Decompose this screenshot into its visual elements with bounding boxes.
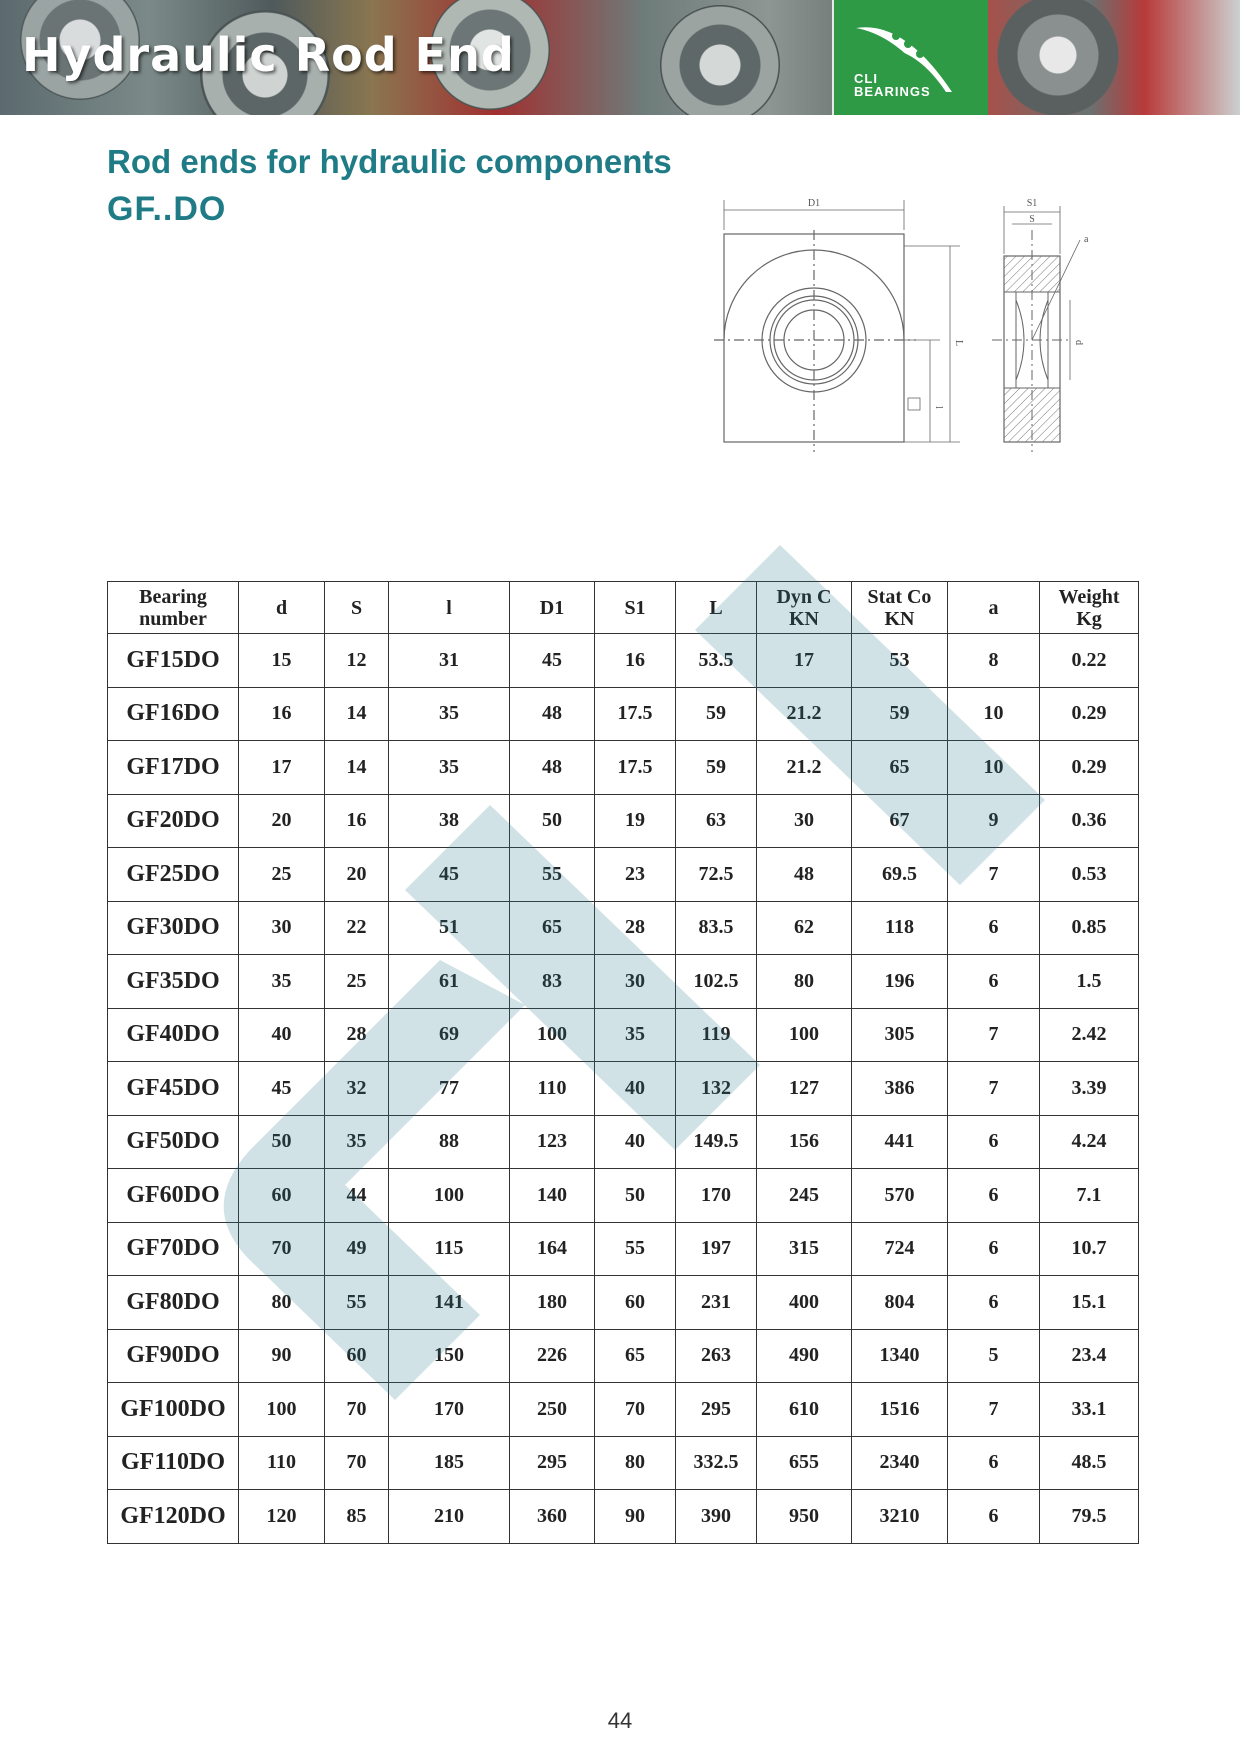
side-view [992,206,1080,452]
table-cell: 19 [595,794,676,848]
table-cell: 23.4 [1040,1329,1139,1383]
column-header-line: D1 [539,596,565,619]
column-header-line: Stat Co [867,585,932,608]
column-header-line: S1 [624,596,646,619]
table-row [108,1490,1139,1544]
label-d: d [1073,340,1084,345]
bearing-number-cell: GF15DO [108,634,239,688]
table-row [108,1276,1139,1330]
table-row [108,794,1139,848]
table-cell: 295 [676,1383,757,1437]
table-cell: 119 [676,1008,757,1062]
table-cell: 48 [757,848,852,902]
table-cell: 210 [389,1490,510,1544]
column-header-line: d [275,596,288,619]
table-cell: 4.24 [1040,1115,1139,1169]
table-cell: 315 [757,1222,852,1276]
column-header [389,582,510,634]
column-header-line: a [988,596,999,619]
table-cell: 17.5 [595,687,676,741]
table-cell: 40 [595,1115,676,1169]
table-cell: 0.29 [1040,687,1139,741]
table-row [108,1115,1139,1169]
table-cell: 196 [852,955,948,1009]
table-cell: 70 [239,1222,325,1276]
table-cell: 48.5 [1040,1436,1139,1490]
table-cell: 59 [676,687,757,741]
table-row [108,1436,1139,1490]
banner-bearing-photo [988,0,1240,115]
table-cell: 14 [325,741,389,795]
label-L: L [953,340,964,347]
table-cell: 6 [948,1115,1040,1169]
table-cell: 360 [510,1490,595,1544]
table-cell: 22 [325,901,389,955]
table-cell: 149.5 [676,1115,757,1169]
table-cell: 102.5 [676,955,757,1009]
column-header-line: S [350,596,363,619]
table-cell: 141 [389,1276,510,1330]
table-cell: 30 [239,901,325,955]
column-header [676,582,757,634]
table-cell: 6 [948,955,1040,1009]
bearing-number-cell: GF25DO [108,848,239,902]
table-cell: 123 [510,1115,595,1169]
table-cell: 50 [595,1169,676,1223]
table-cell: 72.5 [676,848,757,902]
table-cell: 490 [757,1329,852,1383]
table-row [108,901,1139,955]
table-cell: 6 [948,901,1040,955]
table-row [108,1169,1139,1223]
table-cell: 20 [239,794,325,848]
label-a: a [1084,234,1089,245]
table-cell: 61 [389,955,510,1009]
table-cell: 17 [757,634,852,688]
table-cell: 45 [510,634,595,688]
table-cell: 25 [325,955,389,1009]
table-cell: 250 [510,1383,595,1437]
table-cell: 77 [389,1062,510,1116]
table-cell: 1340 [852,1329,948,1383]
table-cell: 21.2 [757,687,852,741]
table-cell: 10 [948,741,1040,795]
table-cell: 10 [948,687,1040,741]
table-cell: 80 [757,955,852,1009]
table-row [108,848,1139,902]
bearing-number-cell: GF50DO [108,1115,239,1169]
table-cell: 35 [595,1008,676,1062]
table-cell: 90 [595,1490,676,1544]
table-cell: 28 [595,901,676,955]
table-cell: 6 [948,1490,1040,1544]
table-cell: 69.5 [852,848,948,902]
column-header-line: Dyn C [776,585,832,608]
table-cell: 0.85 [1040,901,1139,955]
table-cell: 170 [389,1383,510,1437]
header-banner [0,0,1240,115]
table-cell: 226 [510,1329,595,1383]
table-cell: 45 [389,848,510,902]
table-cell: 170 [676,1169,757,1223]
table-cell: 70 [325,1436,389,1490]
table-header-row [108,582,1139,634]
table-cell: 231 [676,1276,757,1330]
table-cell: 295 [510,1436,595,1490]
table-cell: 9 [948,794,1040,848]
table-cell: 8 [948,634,1040,688]
table-cell: 53 [852,634,948,688]
table-cell: 90 [239,1329,325,1383]
table-cell: 100 [757,1008,852,1062]
logo-text [854,72,931,98]
table-cell: 110 [510,1062,595,1116]
column-header [1040,582,1139,634]
label-l: l [933,406,944,409]
table-cell: 51 [389,901,510,955]
table-cell: 0.36 [1040,794,1139,848]
table-cell: 610 [757,1383,852,1437]
bearing-number-cell: GF40DO [108,1008,239,1062]
table-cell: 70 [595,1383,676,1437]
table-cell: 60 [325,1329,389,1383]
table-cell: 63 [676,794,757,848]
table-cell: 127 [757,1062,852,1116]
logo-line1: CLI [854,71,878,86]
table-cell: 16 [595,634,676,688]
table-cell: 35 [239,955,325,1009]
table-cell: 45 [239,1062,325,1116]
table-cell: 0.22 [1040,634,1139,688]
table-cell: 70 [325,1383,389,1437]
table-cell: 115 [389,1222,510,1276]
table-cell: 83 [510,955,595,1009]
table-cell: 33.1 [1040,1383,1139,1437]
table-row [108,1222,1139,1276]
table-cell: 7 [948,1008,1040,1062]
table-cell: 28 [325,1008,389,1062]
table-row [108,1008,1139,1062]
logo-line2: BEARINGS [854,84,931,99]
bearing-number-cell: GF100DO [108,1383,239,1437]
bearing-number-cell: GF30DO [108,901,239,955]
table-cell: 6 [948,1436,1040,1490]
table-cell: 804 [852,1276,948,1330]
table-row [108,1383,1139,1437]
column-header-line: KN [884,607,915,630]
table-cell: 55 [325,1276,389,1330]
table-cell: 197 [676,1222,757,1276]
table-cell: 65 [510,901,595,955]
table-cell: 1.5 [1040,955,1139,1009]
table-cell: 83.5 [676,901,757,955]
model-designation: GF..DO [107,190,227,228]
table-cell: 48 [510,687,595,741]
table-cell: 3210 [852,1490,948,1544]
table-cell: 390 [676,1490,757,1544]
table-cell: 16 [239,687,325,741]
table-cell: 263 [676,1329,757,1383]
column-header-line: KN [789,607,819,630]
table-cell: 20 [325,848,389,902]
table-cell: 386 [852,1062,948,1116]
table-cell: 2340 [852,1436,948,1490]
table-cell: 180 [510,1276,595,1330]
table-cell: 3.39 [1040,1062,1139,1116]
column-header-line: Kg [1076,607,1102,630]
page-number: 44 [607,1708,633,1733]
table-cell: 100 [239,1383,325,1437]
column-header-line: number [139,607,207,630]
table-cell: 65 [852,741,948,795]
table-cell: 7.1 [1040,1169,1139,1223]
table-cell: 23 [595,848,676,902]
bearing-number-cell: GF120DO [108,1490,239,1544]
column-header [108,582,239,634]
column-header [325,582,389,634]
table-cell: 35 [325,1115,389,1169]
table-cell: 1516 [852,1383,948,1437]
bearing-image [660,5,780,115]
column-header [757,582,852,634]
table-cell: 25 [239,848,325,902]
table-cell: 44 [325,1169,389,1223]
column-header-line: Bearing [139,585,207,608]
table-row [108,1062,1139,1116]
bearing-number-cell: GF80DO [108,1276,239,1330]
table-cell: 132 [676,1062,757,1116]
table-row [108,741,1139,795]
table-cell: 17 [239,741,325,795]
bearing-number-cell: GF35DO [108,955,239,1009]
table-cell: 30 [595,955,676,1009]
table-cell: 67 [852,794,948,848]
table-cell: 100 [510,1008,595,1062]
table-cell: 15.1 [1040,1276,1139,1330]
table-cell: 100 [389,1169,510,1223]
table-cell: 32 [325,1062,389,1116]
table-cell: 31 [389,634,510,688]
specification-table-wrap [107,581,1139,1544]
table-cell: 441 [852,1115,948,1169]
bearing-number-cell: GF110DO [108,1436,239,1490]
section-subtitle: Rod ends for hydraulic components [107,143,672,180]
table-cell: 85 [325,1490,389,1544]
table-cell: 7 [948,1062,1040,1116]
table-cell: 12 [325,634,389,688]
table-cell: 79.5 [1040,1490,1139,1544]
table-cell: 15 [239,634,325,688]
bearing-number-cell: GF45DO [108,1062,239,1116]
table-cell: 48 [510,741,595,795]
table-cell: 38 [389,794,510,848]
table-cell: 80 [595,1436,676,1490]
column-header-line: Weight [1058,585,1120,608]
table-cell: 60 [595,1276,676,1330]
column-header [239,582,325,634]
front-view [714,200,960,452]
specification-table [107,581,1139,1544]
table-cell: 21.2 [757,741,852,795]
table-cell: 65 [595,1329,676,1383]
table-cell: 35 [389,741,510,795]
table-cell: 50 [510,794,595,848]
table-cell: 62 [757,901,852,955]
table-cell: 185 [389,1436,510,1490]
table-cell: 14 [325,687,389,741]
table-cell: 10.7 [1040,1222,1139,1276]
table-cell: 400 [757,1276,852,1330]
label-s: S [1029,214,1035,225]
table-body [108,634,1139,1544]
table-cell: 40 [239,1008,325,1062]
table-cell: 156 [757,1115,852,1169]
bearing-number-cell: GF16DO [108,687,239,741]
column-header [948,582,1040,634]
table-cell: 150 [389,1329,510,1383]
table-cell: 6 [948,1169,1040,1223]
table-cell: 950 [757,1490,852,1544]
table-cell: 60 [239,1169,325,1223]
column-header [510,582,595,634]
label-s1: S1 [1026,198,1038,209]
table-cell: 305 [852,1008,948,1062]
table-cell: 17.5 [595,741,676,795]
table-cell: 0.53 [1040,848,1139,902]
table-cell: 69 [389,1008,510,1062]
table-row [108,955,1139,1009]
table-cell: 50 [239,1115,325,1169]
bearing-number-cell: GF20DO [108,794,239,848]
bearing-number-cell: GF70DO [108,1222,239,1276]
table-cell: 332.5 [676,1436,757,1490]
table-cell: 55 [510,848,595,902]
table-cell: 724 [852,1222,948,1276]
table-cell: 0.29 [1040,741,1139,795]
column-header-line: L [709,596,723,619]
table-cell: 164 [510,1222,595,1276]
table-cell: 16 [325,794,389,848]
table-cell: 53.5 [676,634,757,688]
table-row [108,1329,1139,1383]
table-cell: 655 [757,1436,852,1490]
table-cell: 2.42 [1040,1008,1139,1062]
column-header-line: l [446,596,452,619]
table-row [108,634,1139,688]
column-header [595,582,676,634]
table-cell: 6 [948,1276,1040,1330]
table-cell: 5 [948,1329,1040,1383]
bearing-number-cell: GF90DO [108,1329,239,1383]
table-cell: 80 [239,1276,325,1330]
table-cell: 140 [510,1169,595,1223]
table-cell: 245 [757,1169,852,1223]
table-cell: 6 [948,1222,1040,1276]
bearing-number-cell: GF60DO [108,1169,239,1223]
table-cell: 120 [239,1490,325,1544]
table-cell: 59 [852,687,948,741]
table-cell: 59 [676,741,757,795]
rod-end-technical-drawing [700,190,1120,490]
table-cell: 49 [325,1222,389,1276]
table-cell: 35 [389,687,510,741]
label-d1: D1 [807,198,821,209]
table-cell: 570 [852,1169,948,1223]
table-cell: 7 [948,1383,1040,1437]
table-cell: 7 [948,848,1040,902]
table-cell: 88 [389,1115,510,1169]
table-cell: 118 [852,901,948,955]
table-cell: 55 [595,1222,676,1276]
table-row [108,687,1139,741]
table-cell: 30 [757,794,852,848]
banner-title: Hydraulic Rod End [22,28,515,82]
table-cell: 110 [239,1436,325,1490]
company-logo [832,0,990,115]
column-header [852,582,948,634]
table-cell: 40 [595,1062,676,1116]
bearing-number-cell: GF17DO [108,741,239,795]
